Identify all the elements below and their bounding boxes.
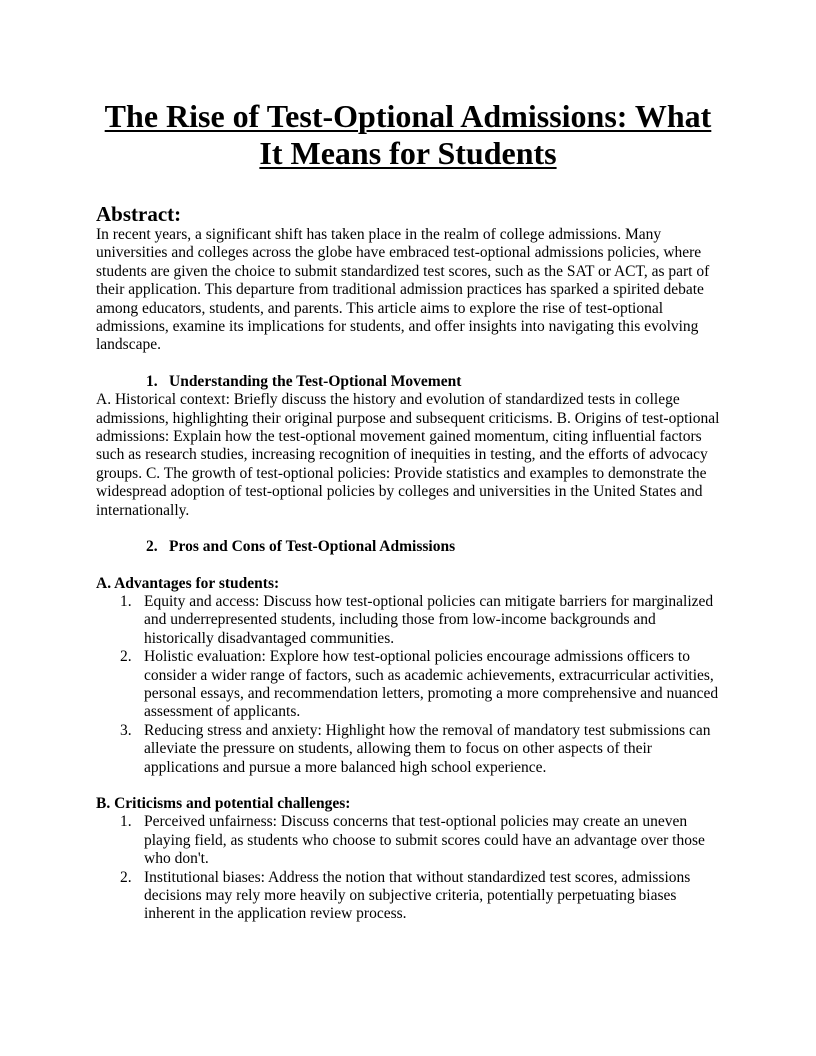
abstract-heading: Abstract: <box>96 202 182 226</box>
criticisms-heading: B. Criticisms and potential challenges: <box>96 794 351 812</box>
document-title: The Rise of Test-Optional Admissions: What It Means for Students <box>104 98 712 171</box>
list-item-number: 3. <box>120 721 132 739</box>
list-item <box>96 648 720 722</box>
criticisms-list <box>96 813 720 923</box>
list-item-text: Equity and access: Discuss how test-optional policies can mitigate barriers for marginalized and underrepresented students, including those from low-income backgrounds and historically disadvantaged communities. <box>144 592 714 647</box>
list-item-text: Perceived unfairness: Discuss concerns that test-optional policies may create an uneven playing field, as students who choose to submit scores could have an advantage over those who don't. <box>144 813 705 868</box>
section-1-number: 1. <box>146 372 158 390</box>
document-page <box>96 0 720 924</box>
list-item <box>96 593 720 648</box>
list-item <box>96 869 720 924</box>
advantages-list <box>96 593 720 777</box>
list-item <box>96 813 720 868</box>
section-1-heading <box>96 373 720 391</box>
section-2-heading <box>96 538 720 556</box>
list-item-text: Institutional biases: Address the notion that without standardized test scores, admissions decisions may rely more heavily on subjective criteria, potentially perpetuating biases inherent in the application review process. <box>144 868 691 923</box>
list-item-number: 1. <box>120 813 132 831</box>
section-2-number: 2. <box>146 538 158 556</box>
list-item-number: 2. <box>120 868 132 886</box>
section-1-title: Understanding the Test-Optional Movement <box>169 372 462 390</box>
advantages-heading: A. Advantages for students: <box>96 574 280 592</box>
list-item-text: Reducing stress and anxiety: Highlight how the removal of mandatory test submissions can alleviate the pressure on students, allowing them to focus on other aspects of their applications and pursue a more balanced high school experience. <box>144 721 711 776</box>
section-1-text: A. Historical context: Briefly discuss the history and evolution of standardized tests in college admissions, highlighting their original purpose and subsequent criticisms. B. Origins of test-optional admissions: Explain how the test-optional movement gained momentum, citing influential factors such as research studies, increasing recognition of inequities in testing, and the efforts of advocacy groups. C. The growth of test-optional policies: Provide statistics and examples to demonstrate the widespread adoption of test-optional policies by colleges and universities in the United States and internationally. <box>96 391 720 519</box>
list-item-number: 1. <box>120 592 132 610</box>
list-item-text: Holistic evaluation: Explore how test-optional policies encourage admissions officers to consider a wider range of factors, such as academic achievements, extracurricular activities, personal essays, and recommendation letters, promoting a more comprehensive and nuanced assessment of applicants. <box>144 648 719 721</box>
list-item-number: 2. <box>120 648 132 666</box>
list-item <box>96 722 720 777</box>
abstract-text: In recent years, a significant shift has taken place in the realm of college admissions. Many universities and colleges across the globe have embraced test-optional admissions policies, where students are given the choice to submit standardized test scores, such as the SAT or ACT, as part of their application. This departure from traditional admission practices has sparked a spirited debate among educators, students, and parents. This article aims to explore the rise of test-optional admissions, examine its implications for students, and offer insights into navigating this evolving landscape. <box>96 226 710 354</box>
section-2-title: Pros and Cons of Test-Optional Admissions <box>169 538 456 556</box>
